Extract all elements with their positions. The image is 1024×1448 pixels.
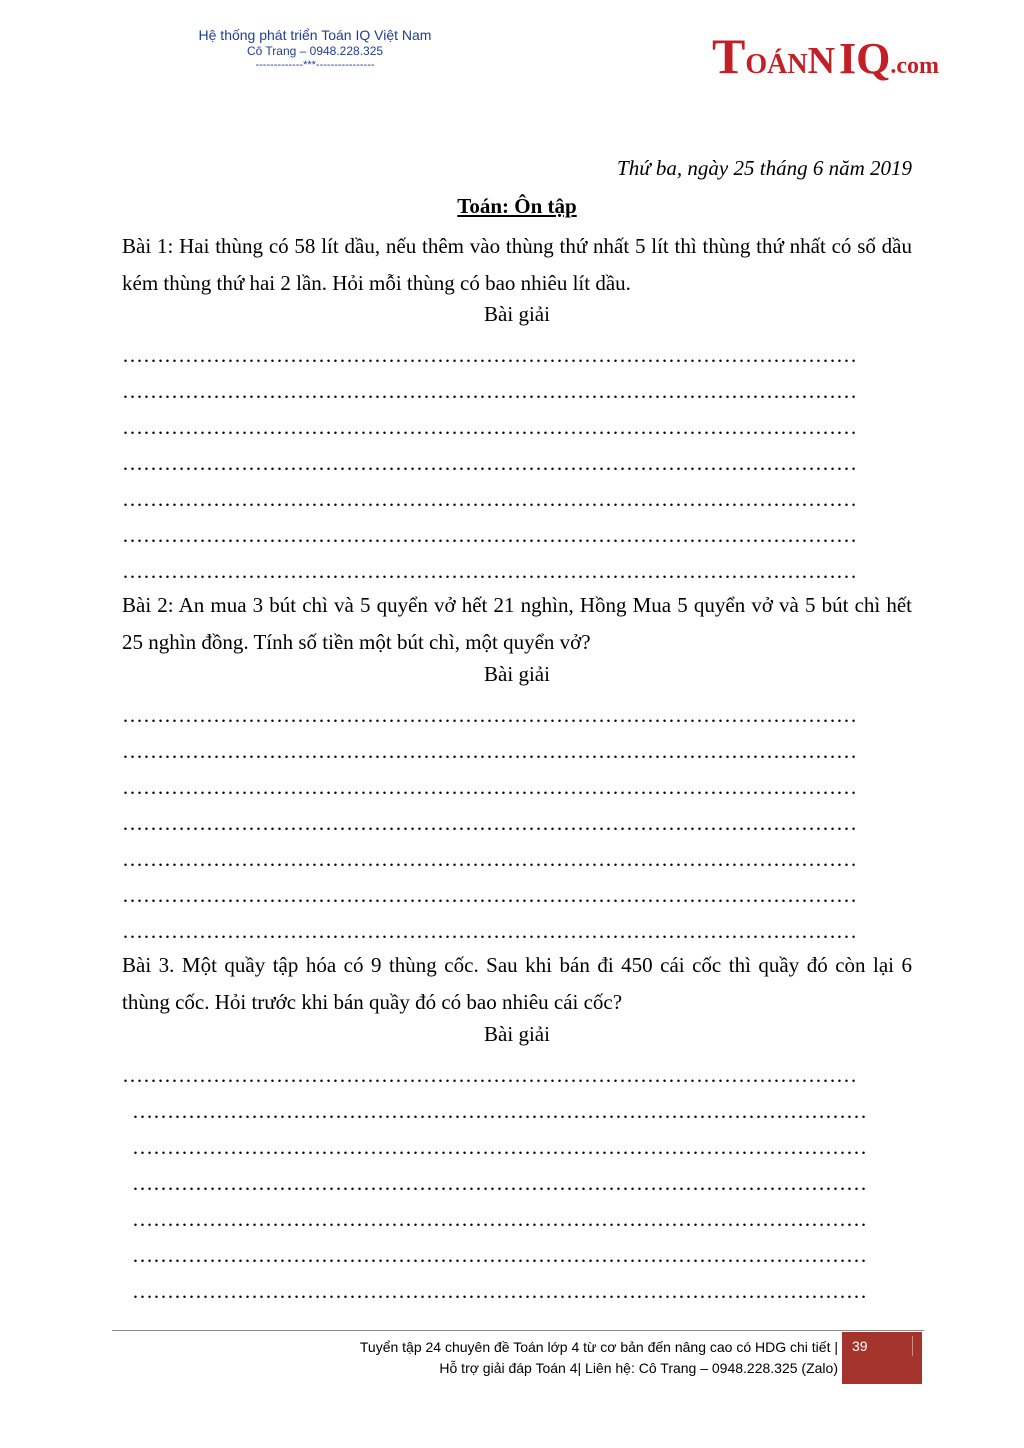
answer-line: …………………………………………………………………………………………… bbox=[122, 343, 857, 367]
answer-line: …………………………………………………………………………………………… bbox=[122, 811, 857, 835]
problem-3-solution-label: Bài giải bbox=[484, 1022, 550, 1046]
answer-line: …………………………………………………………………………………………… bbox=[122, 883, 857, 907]
answer-line: …………………………………………………………………………………………… bbox=[132, 1135, 867, 1159]
page-number: 39 bbox=[852, 1338, 868, 1354]
problem-3-text: Bài 3. Một quầy tập hóa có 9 thùng cốc. Sau khi bán đi 450 cái cốc thì quầy đó còn lại 6 thùng cốc. Hỏi trước khi bán quầy đó có bao nhiêu cái cốc? bbox=[122, 953, 912, 1014]
worksheet-date: Thứ ba, ngày 25 tháng 6 năm 2019 bbox=[617, 156, 912, 180]
header-org: Hệ thống phát triển Toán IQ Việt Nam bbox=[198, 27, 432, 43]
answer-line: …………………………………………………………………………………………… bbox=[132, 1207, 867, 1231]
answer-line: …………………………………………………………………………………………… bbox=[122, 1063, 857, 1087]
logo-oan: OÁN bbox=[745, 49, 808, 80]
answer-line: …………………………………………………………………………………………… bbox=[132, 1279, 867, 1303]
footer-line-2: Hỗ trợ giải đáp Toán 4| Liên hệ: Cô Trang – 0948.228.325 (Zalo) bbox=[439, 1360, 838, 1376]
header-contact: Cô Trang – 0948.228.325 bbox=[246, 44, 384, 58]
problem-1-solution-label: Bài giải bbox=[484, 302, 550, 326]
answer-line: …………………………………………………………………………………………… bbox=[122, 703, 857, 727]
logo-n: N bbox=[807, 40, 836, 82]
answer-line: …………………………………………………………………………………………… bbox=[122, 775, 857, 799]
answer-line: …………………………………………………………………………………………… bbox=[122, 379, 857, 403]
problem-2-solution-label: Bài giải bbox=[484, 662, 550, 686]
answer-line: …………………………………………………………………………………………… bbox=[122, 415, 857, 439]
answer-line: …………………………………………………………………………………………… bbox=[122, 451, 857, 475]
answer-line: …………………………………………………………………………………………… bbox=[132, 1099, 867, 1123]
answer-line: …………………………………………………………………………………………… bbox=[132, 1171, 867, 1195]
problem-2-text: Bài 2: An mua 3 bút chì và 5 quyển vở hết 21 nghìn, Hồng Mua 5 quyển vở và 5 bút chì hết 25 nghìn đồng. Tính số tiền một bút chì, một quyển vở? bbox=[122, 593, 912, 654]
toaniq-logo bbox=[712, 26, 939, 86]
logo-com: .com bbox=[890, 53, 940, 79]
footer-rule bbox=[112, 1330, 924, 1331]
header-info bbox=[150, 26, 480, 72]
footer-line-1: Tuyển tập 24 chuyên đề Toán lớp 4 từ cơ bản đến nâng cao có HDG chi tiết | bbox=[359, 1339, 838, 1355]
worksheet-title: Toán: Ôn tập bbox=[457, 194, 577, 218]
answer-line: …………………………………………………………………………………………… bbox=[122, 739, 857, 763]
answer-line: …………………………………………………………………………………………… bbox=[122, 487, 857, 511]
answer-line: …………………………………………………………………………………………… bbox=[122, 919, 857, 943]
logo-iq: IQ bbox=[839, 34, 891, 83]
answer-line: …………………………………………………………………………………………… bbox=[132, 1243, 867, 1267]
page-number-box bbox=[842, 1332, 922, 1384]
footer-text bbox=[360, 1337, 838, 1379]
header-separator: -------------***---------------- bbox=[255, 59, 375, 71]
page-number-divider bbox=[912, 1336, 913, 1356]
answer-line: …………………………………………………………………………………………… bbox=[122, 847, 857, 871]
problem-1-text: Bài 1: Hai thùng có 58 lít dầu, nếu thêm vào thùng thứ nhất 5 lít thì thùng thứ nhất có số dầu kém thùng thứ hai 2 lần. Hỏi mỗi thùng có bao nhiêu lít dầu. bbox=[122, 234, 912, 295]
answer-line: …………………………………………………………………………………………… bbox=[122, 523, 857, 547]
answer-line: …………………………………………………………………………………………… bbox=[122, 559, 857, 583]
logo-t: T bbox=[712, 28, 746, 84]
